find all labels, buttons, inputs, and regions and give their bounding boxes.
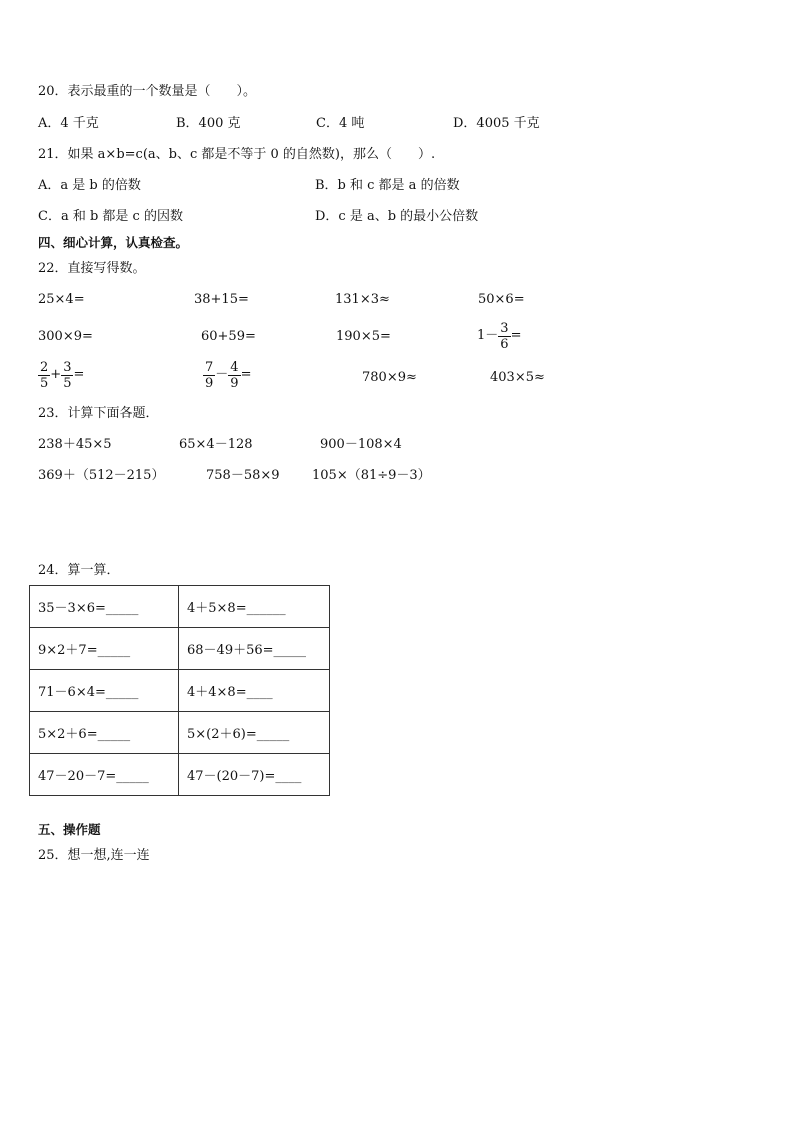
table-cell[interactable]: 68－49＋56=_____ — [179, 628, 330, 670]
table-cell[interactable]: 5×2＋6=_____ — [30, 712, 179, 754]
numerator: 4 — [230, 359, 239, 375]
q22-stem: 22．直接写得数。 — [38, 261, 146, 276]
q21-option-c[interactable]: C．a 和 b 都是 c 的因数 — [38, 209, 183, 224]
q20-option-d[interactable]: D．4005 千克 — [453, 116, 540, 131]
section-4-heading: 四、细心计算，认真检查。 — [38, 235, 189, 250]
q22-item: 25×4= — [38, 292, 85, 307]
q22-item: 38+15= — [194, 292, 249, 307]
denominator: 5 — [63, 375, 72, 391]
fraction — [203, 360, 215, 391]
table-cell[interactable]: 4＋5×8=______ — [179, 586, 330, 628]
q22-fraction-item — [203, 359, 251, 392]
equals-sign: = — [73, 367, 85, 382]
q23-item: 65×4－128 — [179, 437, 253, 452]
q25-stem: 25．想一想,连一连 — [38, 848, 150, 863]
q22-fraction-item — [38, 359, 84, 392]
q23-stem: 23．计算下面各题． — [38, 406, 159, 421]
q22-item: 60+59= — [201, 329, 256, 344]
q20-option-b[interactable]: B．400 克 — [176, 116, 241, 131]
fraction — [498, 321, 510, 352]
table-cell[interactable]: 47－(20－7)=____ — [179, 754, 330, 796]
q20-option-a[interactable]: A．4 千克 — [38, 116, 99, 131]
q22-item: 300×9= — [38, 329, 93, 344]
table-cell[interactable]: 71－6×4=_____ — [30, 670, 179, 712]
table-cell[interactable]: 5×(2＋6)=_____ — [179, 712, 330, 754]
q21-option-b[interactable]: B．b 和 c 都是 a 的倍数 — [315, 178, 460, 193]
q21-option-d[interactable]: D．c 是 a、b 的最小公倍数 — [315, 209, 479, 224]
q21-stem: 21．如果 a×b=c(a、b、c 都是不等于 0 的自然数)，那么（ ）. — [38, 147, 436, 162]
equals-sign: = — [240, 367, 252, 382]
q23-item: 758－58×9 — [206, 468, 280, 483]
q23-item: 105×（81÷9－3） — [312, 468, 431, 483]
table-row — [30, 670, 330, 712]
denominator: 9 — [205, 375, 214, 391]
q22-item: 190×5= — [336, 329, 391, 344]
table-cell[interactable]: 35－3×6=_____ — [30, 586, 179, 628]
fraction — [228, 360, 240, 391]
q22-item: 131×3≈ — [335, 292, 390, 307]
denominator: 5 — [40, 375, 49, 391]
table-row — [30, 586, 330, 628]
operator: － — [215, 367, 229, 382]
table-row — [30, 712, 330, 754]
denominator: 9 — [230, 375, 239, 391]
operator: + — [50, 367, 62, 382]
numerator: 2 — [40, 359, 49, 375]
table-row — [30, 628, 330, 670]
equals-sign: = — [510, 328, 522, 343]
q22-item: 403×5≈ — [490, 370, 545, 385]
q21-option-a[interactable]: A．a 是 b 的倍数 — [38, 178, 141, 193]
q20-stem: 20．表示最重的一个数量是（ ）。 — [38, 84, 257, 99]
q22-item: 780×9≈ — [362, 370, 417, 385]
table-row — [30, 754, 330, 796]
table-cell[interactable]: 9×2＋7=_____ — [30, 628, 179, 670]
numerator: 3 — [500, 320, 509, 336]
q23-item: 900－108×4 — [320, 437, 402, 452]
numerator: 7 — [205, 359, 214, 375]
q24-stem: 24．算一算． — [38, 563, 120, 578]
q23-item: 238＋45×5 — [38, 437, 112, 452]
fraction-prefix: 1－ — [477, 328, 499, 343]
fraction — [38, 360, 50, 391]
table-cell[interactable]: 4＋4×8=____ — [179, 670, 330, 712]
q22-fraction-item — [477, 320, 521, 353]
section-5-heading: 五、操作题 — [38, 822, 101, 837]
q24-calculation-table — [29, 585, 330, 796]
q22-item: 50×6= — [478, 292, 525, 307]
denominator: 6 — [500, 336, 509, 352]
q20-option-c[interactable]: C．4 吨 — [316, 116, 365, 131]
fraction — [61, 360, 73, 391]
q23-item: 369＋（512－215） — [38, 468, 165, 483]
table-cell[interactable]: 47－20－7=_____ — [30, 754, 179, 796]
numerator: 3 — [63, 359, 72, 375]
